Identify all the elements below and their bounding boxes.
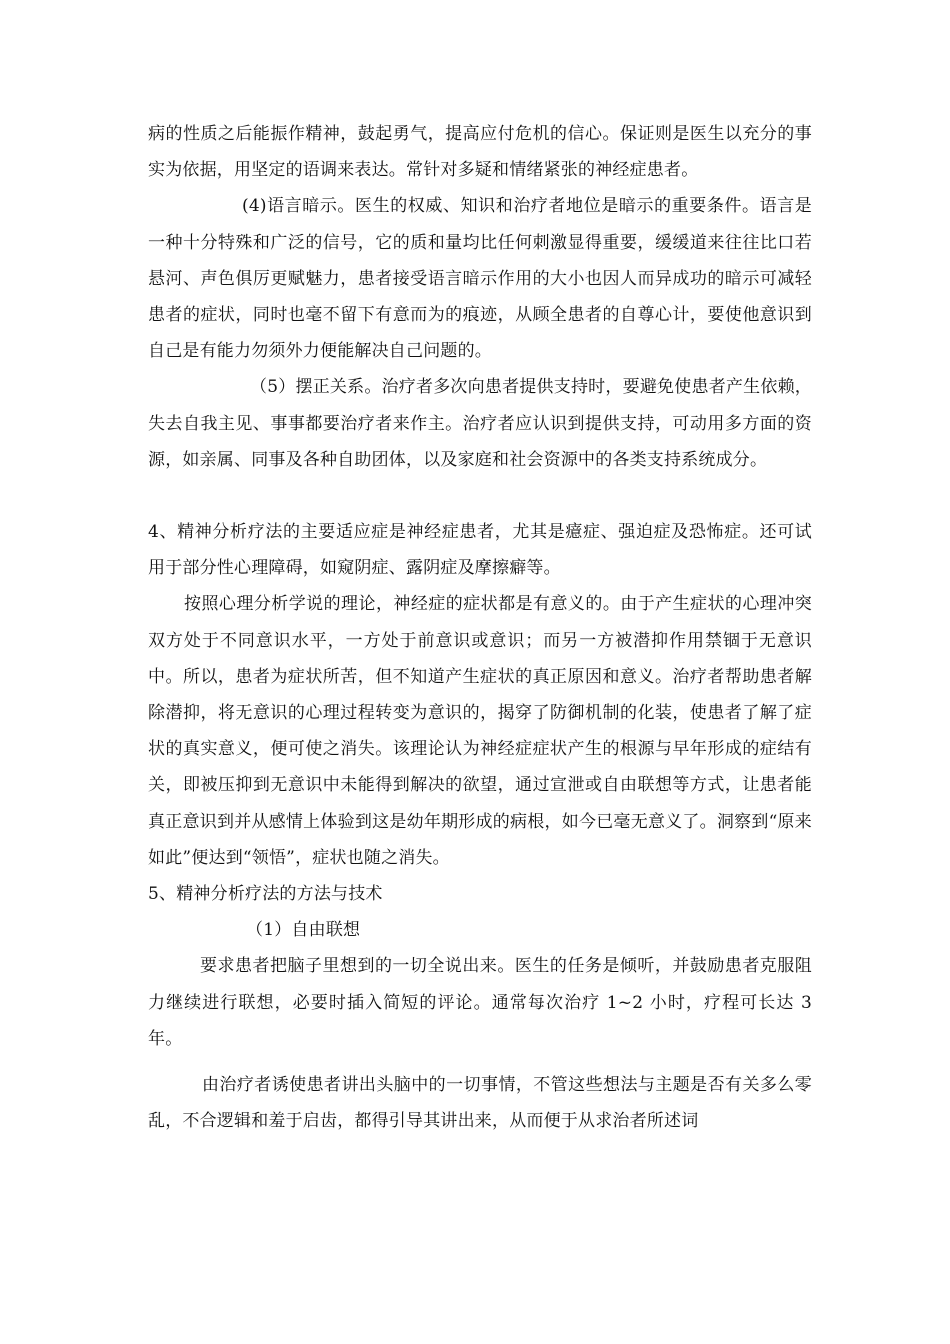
paragraph-verbal-suggestion: (4)语言暗示。医生的权威、知识和治疗者地位是暗示的重要条件。语言是一种十分特殊和广泛的信号，它的质和量均比任何刺激显得重要，缓缓道来往往比口若悬河、声色俱厉更赋魅力，患者接受语言暗示作用的大小也因人而异成功的暗示可减轻患者的症状，同时也毫不留下有意而为的痕迹，从顾全患者的自尊心计，要使他意识到自己是有能力勿须外力便能解决自己问题的。 bbox=[148, 196, 812, 362]
paragraph-free-association-description: 要求患者把脑子里想到的一切全说出来。医生的任务是倾听，并鼓励患者克服阻力继续进行联想，必要时插入简短的评论。通常每次治疗 1~2 小时，疗程可长达 3 年。 bbox=[148, 956, 812, 1049]
paragraph-spacer-small bbox=[148, 1057, 812, 1067]
subheading-free-association: （1）自由联想 bbox=[246, 920, 361, 941]
paragraph-correct-relationship: （5）摆正关系。治疗者多次向患者提供支持时，要避免使患者产生依赖，失去自我主见、事事都要治疗者来作主。治疗者应认识到提供支持，可动用多方面的资源，如亲属、同事及各种自助团体，以及家庭和社会资源中的各类支持系统成分。 bbox=[148, 377, 812, 470]
paragraph-indications: 4、精神分析疗法的主要适应症是神经症患者，尤其是癔症、强迫症及恐怖症。还可试用于部分性心理障碍，如窥阴症、露阴症及摩擦癖等。 bbox=[148, 522, 812, 579]
paragraph-reassurance: 病的性质之后能振作精神，鼓起勇气，提高应付危机的信心。保证则是医生以充分的事实为依据，用坚定的语调来表达。常针对多疑和情绪紧张的神经症患者。 bbox=[148, 124, 812, 181]
section-heading-methods: 5、精神分析疗法的方法与技术 bbox=[148, 884, 383, 905]
document-body bbox=[148, 116, 812, 1139]
paragraph-spacer bbox=[148, 478, 812, 514]
paragraph-theory: 按照心理分析学说的理论，神经症的症状都是有意义的。由于产生症状的心理冲突双方处于不同意识水平，一方处于前意识或意识；而另一方被潜抑作用禁锢于无意识中。所以，患者为症状所苦，但不知道产生症状的真正原因和意义。治疗者帮助患者解除潜抑，将无意识的心理过程转变为意识的，揭穿了防御机制的化装，使患者了解了症状的真实意义，便可使之消失。该理论认为神经症症状产生的根源与早年形成的症结有关，即被压抑到无意识中未能得到解决的欲望，通过宣泄或自由联想等方式，让患者能真正意识到并从感情上体验到这是幼年期形成的病根，如今已毫无意义了。洞察到“原来如此”便达到“领悟”，症状也随之消失。 bbox=[148, 594, 812, 868]
paragraph-free-association-process: 由治疗者诱使患者讲出头脑中的一切事情，不管这些想法与主题是否有关多么零乱，不合逻辑和羞于启齿，都得引导其讲出来，从而便于从求治者所述词 bbox=[148, 1075, 812, 1132]
